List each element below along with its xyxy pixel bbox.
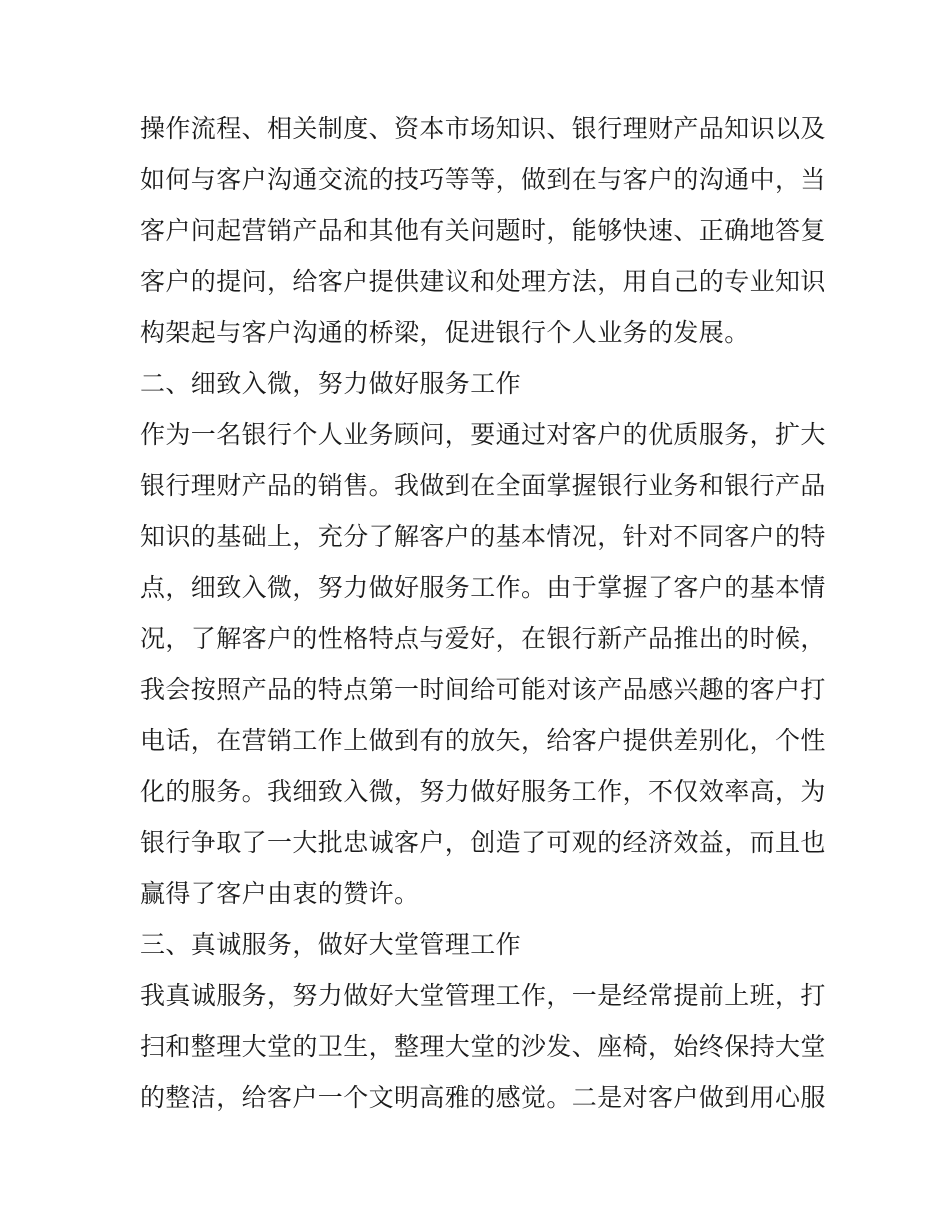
text-line: 知识的基础上，充分了解客户的基本情况，针对不同客户的特	[140, 522, 826, 551]
text-line: 电话，在营销工作上做到有的放矢，给客户提供差别化，个性	[140, 726, 826, 755]
text-line: 我真诚服务，努力做好大堂管理工作，一是经常提前上班，打	[140, 981, 826, 1010]
section-heading: 三、真诚服务，做好大堂管理工作	[140, 930, 522, 959]
text-line: 客户的提问，给客户提供建议和处理方法，用自己的专业知识	[140, 267, 826, 296]
text-line: 赢得了客户由衷的赞许。	[140, 879, 420, 908]
text-line: 我会按照产品的特点第一时间给可能对该产品感兴趣的客户打	[140, 675, 826, 704]
text-line: 作为一名银行个人业务顾问，要通过对客户的优质服务，扩大	[140, 420, 826, 449]
text-line: 客户问起营销产品和其他有关问题时，能够快速、正确地答复	[140, 216, 826, 245]
document-body	[140, 103, 826, 1123]
text-line: 银行争取了一大批忠诚客户，创造了可观的经济效益，而且也	[140, 828, 826, 857]
section-heading: 二、细致入微，努力做好服务工作	[140, 369, 522, 398]
text-line: 况，了解客户的性格特点与爱好，在银行新产品推出的时候，	[140, 624, 826, 653]
text-line: 如何与客户沟通交流的技巧等等，做到在与客户的沟通中，当	[140, 165, 826, 194]
text-line: 构架起与客户沟通的桥梁，促进银行个人业务的发展。	[140, 318, 750, 347]
text-line: 扫和整理大堂的卫生，整理大堂的沙发、座椅，始终保持大堂	[140, 1032, 826, 1061]
text-line: 操作流程、相关制度、资本市场知识、银行理财产品知识以及	[140, 114, 826, 143]
text-line: 点，细致入微，努力做好服务工作。由于掌握了客户的基本情	[140, 573, 826, 602]
text-line: 的整洁，给客户一个文明高雅的感觉。二是对客户做到用心服	[140, 1083, 826, 1112]
text-line: 化的服务。我细致入微，努力做好服务工作，不仅效率高，为	[140, 777, 826, 806]
text-line: 银行理财产品的销售。我做到在全面掌握银行业务和银行产品	[140, 471, 826, 500]
